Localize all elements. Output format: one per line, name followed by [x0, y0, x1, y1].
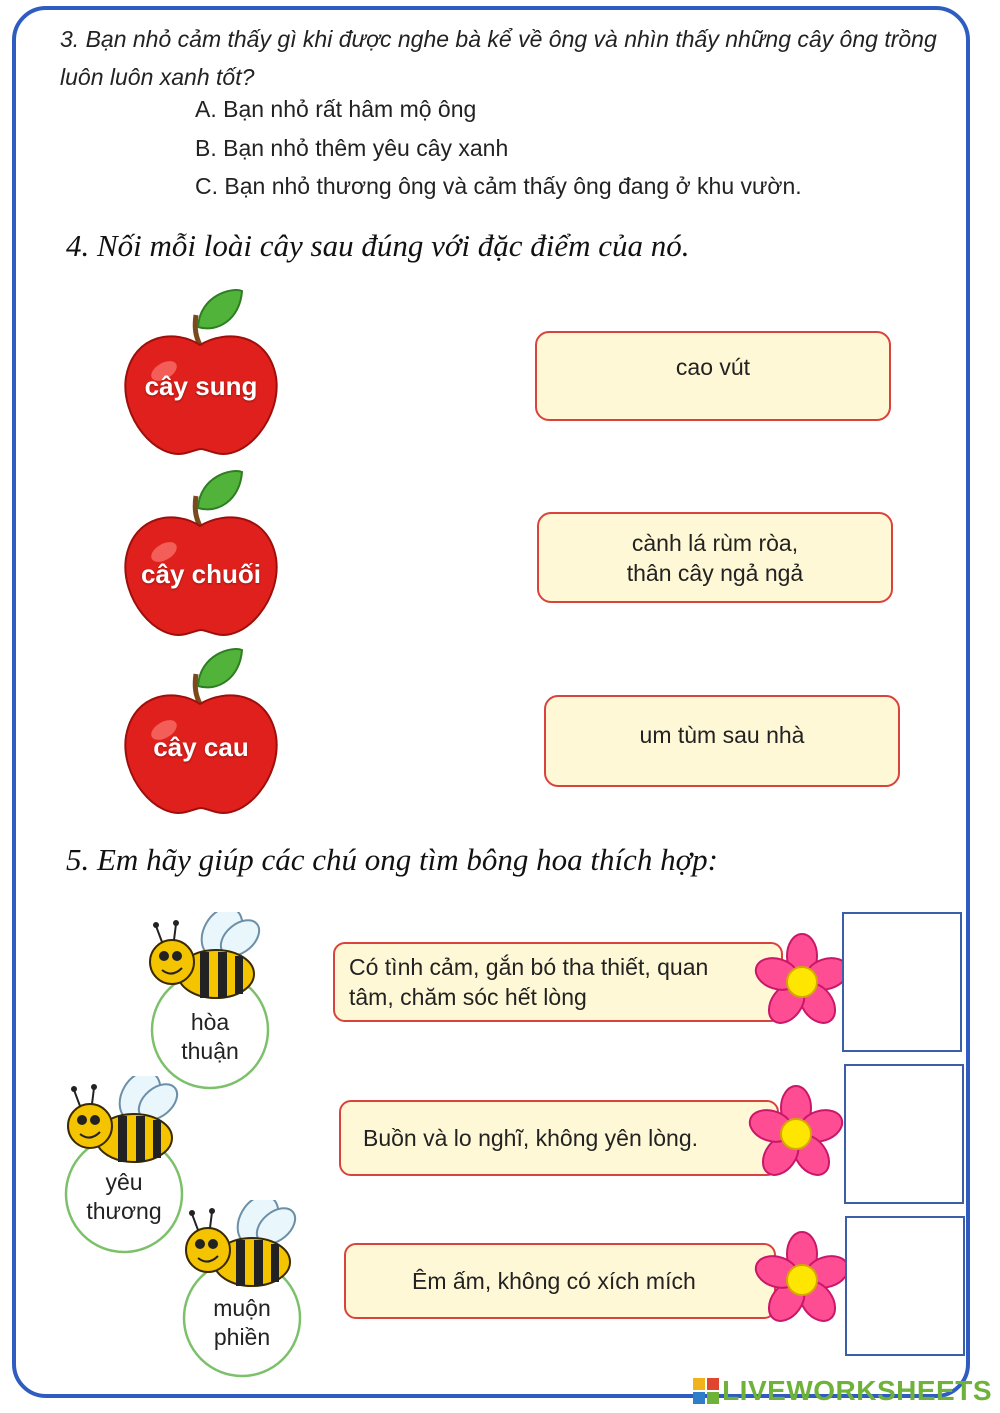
tree-name-1: cây sung [144, 371, 258, 401]
meaning-box-1[interactable] [333, 942, 783, 1022]
flower-icon [752, 1230, 852, 1330]
apple-icon [116, 466, 286, 641]
q3-option-c[interactable]: C. Bạn nhỏ thương ông và cảm thấy ông đang ở khu vườn. [195, 173, 802, 199]
tree-name-2: cây chuối [141, 559, 261, 589]
brand-watermark [693, 1375, 992, 1407]
trait-text-2: cành lá rùm ròa, thân cây ngả ngả [626, 529, 804, 586]
answer-box-3[interactable] [845, 1216, 965, 1356]
trait-text-3: um tùm sau nhà [639, 722, 805, 748]
bee-card-2[interactable] [58, 1076, 188, 1256]
q3-option-a[interactable]: A. Bạn nhỏ rất hâm mộ ông [195, 96, 477, 122]
flower-icon [746, 1084, 846, 1184]
q5-heading: 5. Em hãy giúp các chú ong tìm bông hoa thích hợp: [66, 842, 718, 877]
apple-tree-3[interactable] [116, 644, 286, 819]
bee-word-1: hòa thuận [181, 1009, 239, 1064]
trait-box-2[interactable] [537, 512, 893, 603]
q4-heading: 4. Nối mỗi loài cây sau đúng với đặc điểm của nó. [66, 228, 690, 263]
bee-word-2: yêu thương [86, 1169, 162, 1224]
q3-option-b[interactable]: B. Bạn nhỏ thêm yêu cây xanh [195, 135, 509, 161]
brand-logo-icon [693, 1378, 719, 1404]
trait-text-1: cao vút [675, 354, 751, 380]
tree-name-3: cây cau [153, 732, 249, 762]
apple-tree-1[interactable] [116, 285, 286, 460]
answer-box-2[interactable] [844, 1064, 964, 1204]
meaning-box-3[interactable] [344, 1243, 776, 1319]
bee-word-3: muộn phiền [213, 1295, 271, 1350]
bee-card-1[interactable] [140, 912, 270, 1092]
bee-icon [176, 1200, 306, 1380]
q3-question: 3. Bạn nhỏ cảm thấy gì khi được nghe bà kể về ông và nhìn thấy những cây ông trồng luôn luôn xanh tốt? [60, 26, 937, 90]
answer-box-1[interactable] [842, 912, 962, 1052]
bee-card-3[interactable] [176, 1200, 306, 1380]
brand-text: LIVEWORKSHEETS [722, 1375, 992, 1406]
bee-icon [58, 1076, 188, 1256]
meaning-text-2: Buồn và lo nghĩ, không yên lòng. [363, 1125, 699, 1151]
apple-tree-2[interactable] [116, 466, 286, 641]
flower-icon [752, 932, 852, 1032]
meaning-text-3: Êm ấm, không có xích mích [412, 1268, 696, 1294]
meaning-box-2[interactable] [339, 1100, 779, 1176]
trait-box-1[interactable] [535, 331, 891, 421]
meaning-text-1: Có tình cảm, gắn bó tha thiết, quan tâm, chăm sóc hết lòng [349, 954, 709, 1010]
trait-box-3[interactable] [544, 695, 900, 787]
